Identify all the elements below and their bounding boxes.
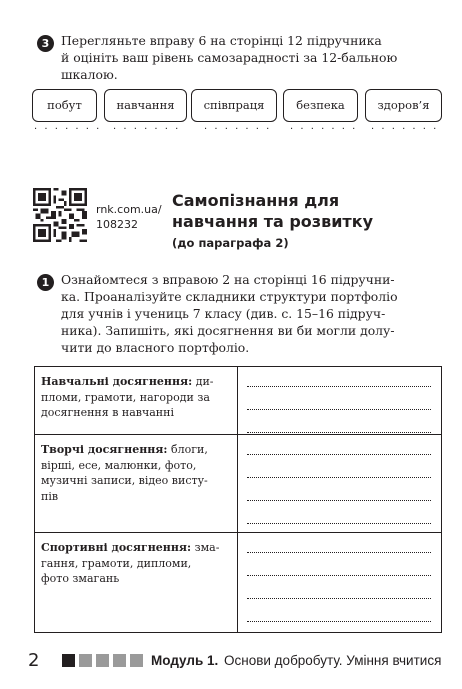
progress-square-icon	[130, 654, 143, 667]
task-1-line: Ознайомтеся з вправою 2 на сторінці 16 підручни-	[61, 272, 395, 287]
task-3-line: шкалою.	[61, 67, 118, 82]
answer-line[interactable]	[247, 372, 431, 387]
achievement-desc-line: гання, грамоти, дипломи,	[41, 556, 192, 570]
task-1-line: ника). Запишіть, які досягнення ви би могли долу-	[61, 323, 395, 338]
answer-area[interactable]	[238, 435, 442, 533]
answer-line[interactable]	[247, 455, 431, 478]
table-row	[35, 533, 442, 633]
answer-line[interactable]	[247, 538, 431, 553]
answer-dots-1[interactable]: · · · · · · ·	[34, 124, 102, 135]
achievement-desc-line: досягнення в навчанні	[41, 406, 174, 419]
answer-area[interactable]	[238, 533, 442, 633]
chip-safety[interactable]: безпека	[283, 89, 358, 122]
achievement-desc-line: вірші, есе, малюнки, фото,	[41, 458, 197, 472]
achievement-desc-line: музичні записи, відео висту-	[41, 474, 208, 487]
page-number: 2	[28, 650, 40, 671]
task-1-line: ка. Проаналізуйте складники структури портфоліо	[61, 289, 398, 304]
achievement-title: Спортивні досягнення:	[41, 541, 192, 554]
chip-cooperation[interactable]: співпраця	[191, 89, 277, 122]
achievement-description	[35, 435, 238, 533]
module-title: Основи добробуту. Уміння вчитися	[224, 653, 442, 668]
module-label: Модуль 1.	[151, 653, 219, 668]
answer-line[interactable]	[247, 440, 431, 455]
answer-line[interactable]	[247, 599, 431, 622]
answer-line[interactable]	[247, 501, 431, 524]
task-3-line: й оцініть ваш рівень самозарадності за 12-бальною	[61, 50, 398, 65]
resource-link-line: 108232	[96, 218, 138, 231]
answer-area[interactable]	[238, 367, 442, 435]
achievement-desc-line: фото змагань	[41, 572, 120, 585]
table-row	[35, 367, 442, 435]
task-1-number-badge: 1	[37, 274, 54, 291]
achievement-desc-line: ди-	[192, 375, 214, 388]
section-subtitle: (до параграфа 2)	[172, 236, 289, 250]
answer-line[interactable]	[247, 410, 431, 433]
section-title	[172, 190, 373, 232]
answer-line[interactable]	[247, 478, 431, 501]
page-footer	[28, 649, 448, 673]
achievement-desc-line: блоги,	[167, 443, 208, 456]
achievement-desc-line: пломи, грамоти, нагороди за	[41, 390, 210, 404]
achievement-description	[35, 533, 238, 633]
chip-health[interactable]: здоров’я	[365, 89, 442, 122]
progress-square-icon	[113, 654, 126, 667]
progress-square-icon	[96, 654, 109, 667]
rating-categories	[32, 89, 442, 125]
section-title-line: навчання та розвитку	[172, 212, 373, 231]
resource-link-line: rnk.com.ua/	[96, 203, 162, 216]
task-3-line: Перегляньте вправу 6 на сторінці 12 підручника	[61, 33, 382, 48]
resource-link[interactable]	[96, 202, 162, 232]
task-3-text	[61, 32, 442, 83]
chip-studying[interactable]: навчання	[104, 89, 187, 122]
qr-code-icon[interactable]	[33, 188, 87, 242]
answer-line[interactable]	[247, 553, 431, 576]
answer-line[interactable]	[247, 387, 431, 410]
progress-square-icon	[62, 654, 75, 667]
achievement-desc-line: пів	[41, 489, 59, 503]
section-title-line: Самопізнання для	[172, 191, 340, 210]
achievement-title: Навчальні досягнення:	[41, 375, 193, 388]
task-1-line: чити до власного портфоліо.	[61, 340, 250, 355]
answer-dots-2[interactable]: · · · · · · ·	[113, 124, 181, 135]
answer-line[interactable]	[247, 576, 431, 599]
achievements-table	[34, 366, 442, 633]
achievement-title: Творчі досягнення:	[41, 443, 168, 456]
answer-dots-5[interactable]: · · · · · · ·	[371, 124, 439, 135]
task-1-line: для учнів і учениць 7 класу (див. с. 15–16 підруч-	[61, 306, 386, 321]
answer-dots-3[interactable]: · · · · · · ·	[204, 124, 272, 135]
chip-everyday-life[interactable]: побут	[32, 89, 97, 122]
achievement-description	[35, 367, 238, 435]
progress-square-icon	[79, 654, 92, 667]
achievement-desc-line: зма-	[191, 541, 220, 554]
task-3-number-badge: 3	[37, 35, 54, 52]
table-row	[35, 435, 442, 533]
task-1-text	[61, 271, 442, 356]
answer-dots-4[interactable]: · · · · · · ·	[290, 124, 358, 135]
